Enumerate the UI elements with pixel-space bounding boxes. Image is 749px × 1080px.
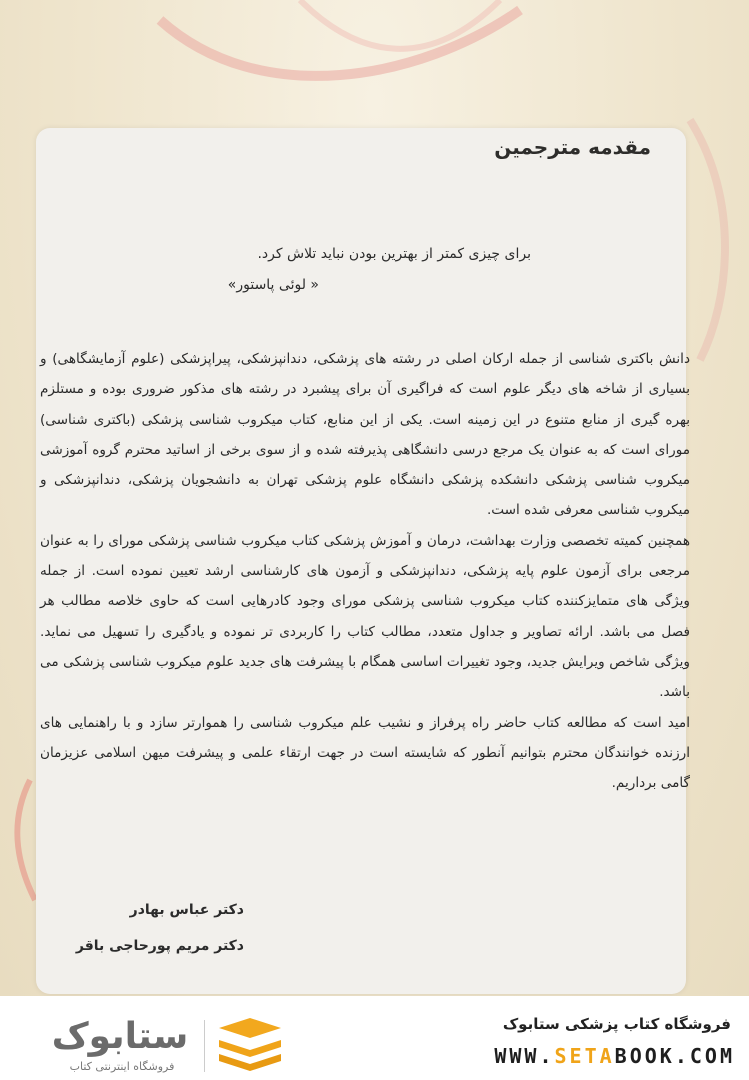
epigraph-author: « لوئی پاستور» — [227, 277, 319, 293]
signature-2: دکتر مریم پورحاجی باقر — [75, 938, 244, 954]
url-accent: SETA — [554, 1044, 615, 1068]
store-url[interactable] — [494, 1044, 735, 1068]
url-prefix: WWW. — [494, 1044, 555, 1068]
signature-1: دکتر عباس بهادر — [129, 902, 244, 918]
logo-wordmark: ستابوک — [51, 1016, 189, 1057]
store-name: فروشگاه کتاب پزشکی ستابوک — [502, 1015, 731, 1033]
preface-body — [40, 344, 690, 798]
paragraph-3: امید است که مطالعه کتاب حاضر راه پرفراز و نشیب علم میکروب شناسی را هموارتر سازد و با راهنمایی های ارزنده خوانندگان محترم بتوانیم آنطور که شایسته است در جهت ارتقاء علمی و پیشرفت میهن اسلامی عزیزمان گامی برداریم. — [40, 714, 690, 792]
paragraph-1: دانش باکتری شناسی از جمله ارکان اصلی در رشته های پزشکی، دندانپزشکی، پیراپزشکی (علوم آزمایشگاهی) و بسیاری از شاخه های دیگر علوم است که فراگیری آن برای پیشبرد در رشته های مذکور ضروری بوده و مستلزم بهره گیری از منابع متنوع در این زمینه است. یکی از این منابع، کتاب میکروب شناسی پزشکی (باکتری شناسی) مورای است که به عنوان یک مرجع درسی دانشگاهی پذیرفته شده و از سوی برخی از اساتید محترم گروه آموزشی میکروب شناسی پزشکی دانشکده پزشکی دانشگاه علوم پزشکی تهران به دانشجویان پزشکی، دندانپزشکی و میکروب شناسی معرفی شده است. — [40, 351, 690, 519]
url-suffix: BOOK.COM — [614, 1044, 735, 1068]
page-title: مقدمه مترجمین — [494, 135, 651, 159]
logo-subtitle: فروشگاه اینترنتی کتاب — [69, 1060, 175, 1073]
translator-signatures — [76, 892, 244, 964]
book-stack-logo-icon — [215, 1018, 285, 1074]
paragraph-2: همچنین کمیته تخصصی وزارت بهداشت، درمان و آموزش پزشکی کتاب میکروب شناسی پزشکی مورای را به عنوان مرجعی برای آزمون علوم پایه پزشکی، دندانپزشکی و آزمون های کارشناسی ارشد تعیین نموده است. از جمله ویژگی های متمایزکننده کتاب میکروب شناسی پزشکی مورای وجود کادرهایی است که حاوی خلاصه مطالب هر فصل می باشد. ارائه تصاویر و جداول متعدد، مطالب کتاب را کاربردی تر نموده و یادگیری را تسهیل می نماید. ویژگی شاخص ویرایش جدید، وجود تغییرات اساسی همگام با پیشرفت های جدید علوم میکروب شناسی پزشکی می باشد. — [40, 532, 690, 701]
logo-divider — [204, 1020, 205, 1072]
epigraph-quote: برای چیزی کمتر از بهترین بودن نباید تلاش کرد. — [257, 246, 531, 262]
